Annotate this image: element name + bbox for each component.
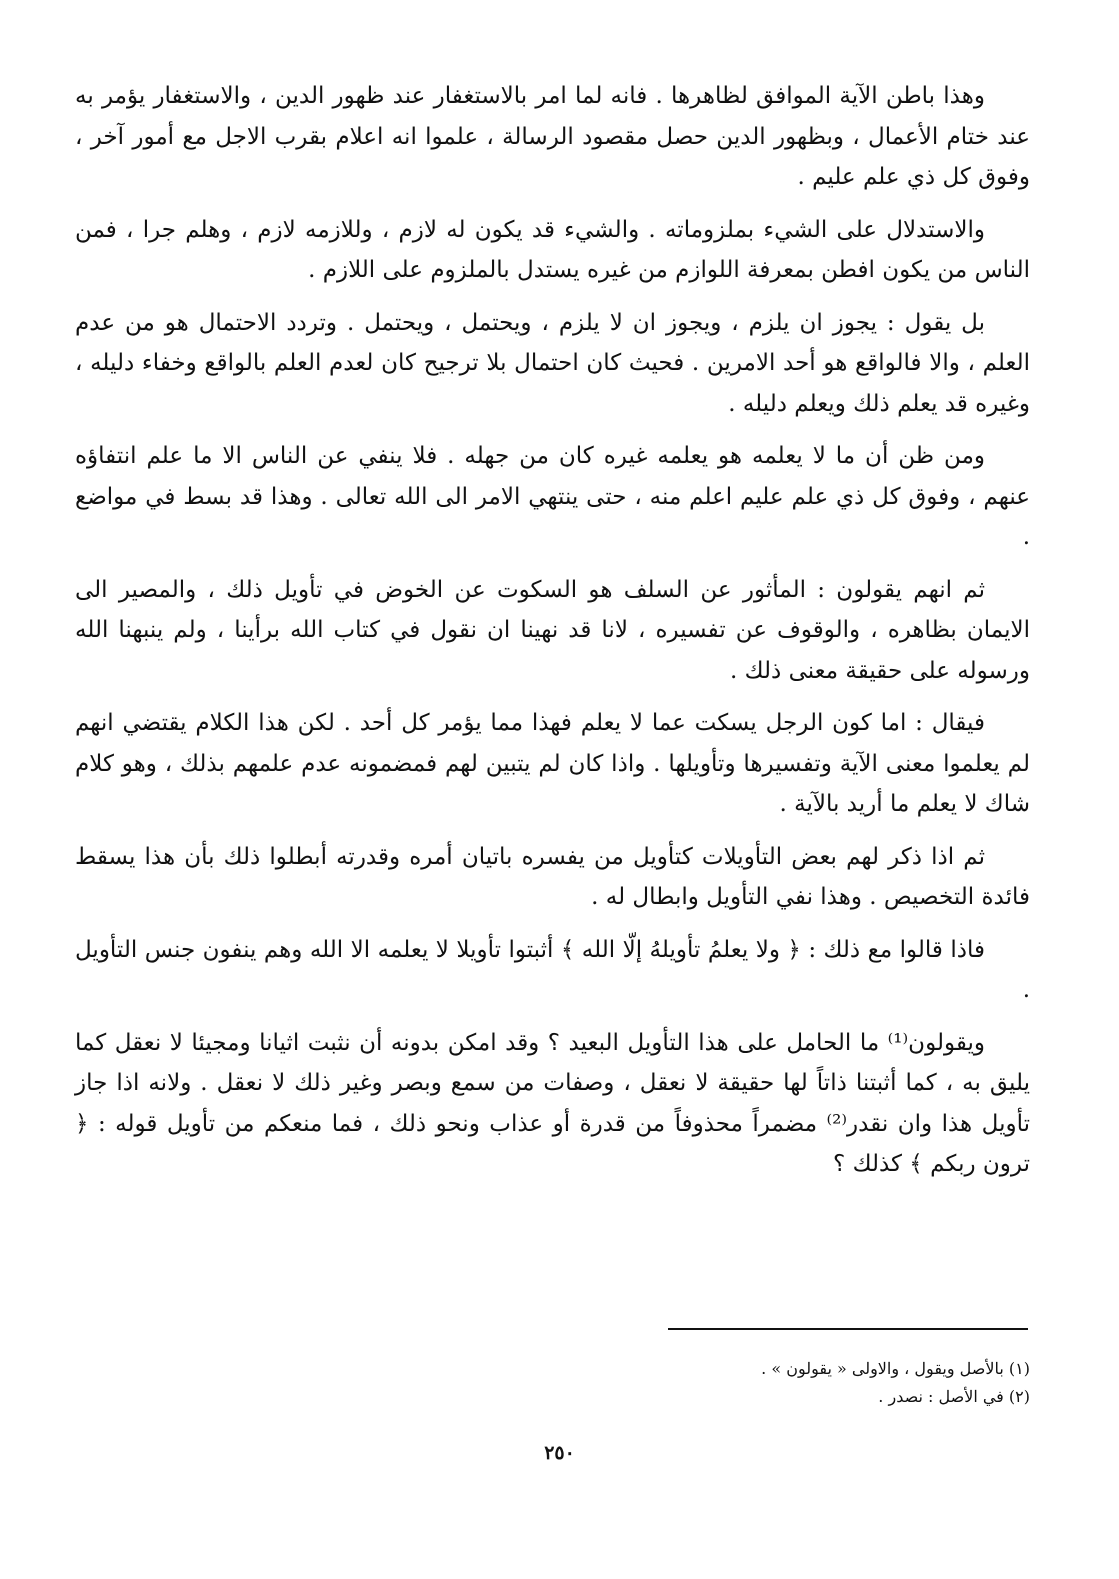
paragraph-9: ويقولون⁽¹⁾ ما الحامل على هذا التأويل البعيد ؟ وقد امكن بدونه أن نثبت اثيانا ومجيئا لا نعقل كما يليق به ، كما أثبتنا ذاتاً لها حقيقة لا نعقل ، وصفات من سمع وبصر وغير ذلك لا نعقل . ولانه اذا جاز تأويل هذا وان نقدر⁽²⁾ مضمراً محذوفاً من قدرة أو عذاب ونحو ذلك ، فما منعكم من تأويل قوله : ﴿ ترون ربكم ﴾ كذلك ؟ bbox=[75, 1029, 1030, 1177]
paragraph-3: بل يقول : يجوز ان يلزم ، ويجوز ان لا يلزم ، ويحتمل ، ويحتمل . وتردد الاحتمال هو من عدم العلم ، والا فالواقع هو أحد الامرين . فحيث كان احتمال بلا ترجيح كان لعدم العلم بالواقع وخفاء دليله ، وغيره قد يعلم ذلك ويعلم دليله . bbox=[75, 309, 1030, 417]
page-number: ٢٥٠ bbox=[544, 1442, 575, 1464]
paragraph-2: والاستدلال على الشيء بملزوماته . والشيء قد يكون له لازم ، وللازمه لازم ، وهلم جرا ، فمن الناس من يكون افطن بمعرفة اللوازم من غيره يستدل بالملزوم على اللازم . bbox=[75, 216, 1030, 283]
footnotes bbox=[600, 1355, 1030, 1411]
paragraph-8: فاذا قالوا مع ذلك : ﴿ ولا يعلمُ تأويلهُ إلّا الله ﴾ أثبتوا تأويلا لا يعلمه الا الله وهم ينفون جنس التأويل . bbox=[75, 936, 1030, 1003]
paragraph-1: وهذا باطن الآية الموافق لظاهرها . فانه لما امر بالاستغفار عند ظهور الدين ، والاستغفار يؤمر به عند ختام الأعمال ، وبظهور الدين حصل مقصود الرسالة ، علموا انه اعلام بقرب الاجل مع أمور آخر ، وفوق كل ذي علم عليم . bbox=[75, 83, 1030, 190]
main-text bbox=[75, 76, 1030, 1197]
paragraph-5: ثم انهم يقولون : المأثور عن السلف هو السكوت عن الخوض في تأويل ذلك ، والمصير الى الايمان بظاهره ، والوقوف عن تفسيره ، لانا قد نهينا ان نقول في كتاب الله برأينا ، ولم ينبهنا الله ورسوله على حقيقة معنى ذلك . bbox=[75, 576, 1030, 684]
footnote-2: (٢) في الأصل : نصدر . bbox=[878, 1387, 1030, 1406]
paragraph-7: ثم اذا ذكر لهم بعض التأويلات كتأويل من يفسره باتيان أمره وقدرته أبطلوا ذلك بأن هذا يسقط فائدة التخصيص . وهذا نفي التأويل وابطال له . bbox=[75, 843, 1030, 910]
footnote-1: (١) بالأصل ويقول ، والاولى « يقولون » . bbox=[761, 1359, 1030, 1378]
paragraph-4: ومن ظن أن ما لا يعلمه هو يعلمه غيره كان من جهله . فلا ينفي عن الناس الا ما علم انتفاؤه عنهم ، وفوق كل ذي علم عليم اعلم منه ، حتى ينتهي الامر الى الله تعالى . وهذا قد بسط في مواضع . bbox=[75, 443, 1030, 550]
paragraph-6: فيقال : اما كون الرجل يسكت عما لا يعلم فهذا مما يؤمر كل أحد . لكن هذا الكلام يقتضي انهم لم يعلموا معنى الآية وتفسيرها وتأويلها . واذا كان لم يتبين لهم فمضمونه عدم علمهم بذلك ، وهو كلام شاك لا يعلم ما أريد بالآية . bbox=[75, 710, 1030, 817]
footnote-divider bbox=[668, 1328, 1028, 1330]
